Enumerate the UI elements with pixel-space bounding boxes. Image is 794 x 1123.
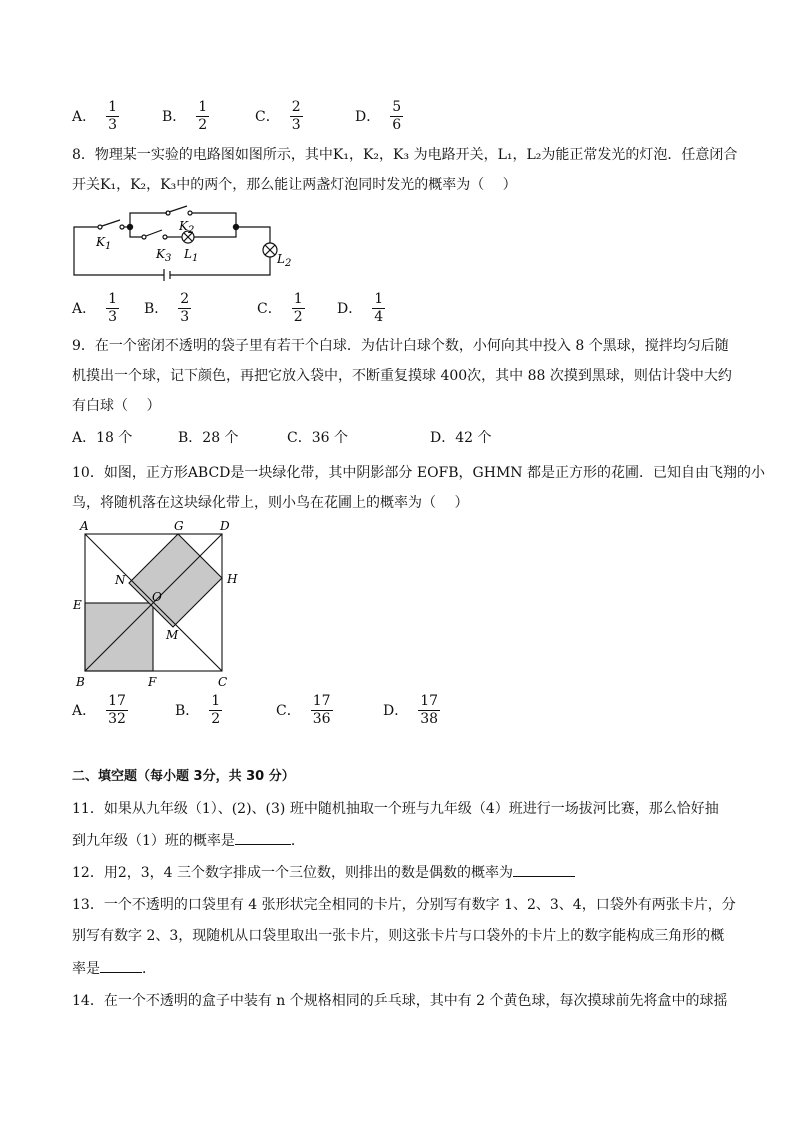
k3-label: $K_3$	[156, 247, 172, 264]
q13-stem-line-3: 率是 ．	[72, 958, 156, 979]
q10-option-d[interactable]: D． $\frac{17}{38}$	[383, 692, 439, 727]
q10-stem-line-1: 10．如图，正方形ABCD是一块绿化带，其中阴影部分 EOFB，GHMN 都是正方形的花圃．已知自由飞翔的小	[72, 465, 765, 481]
q7-option-b[interactable]: B． $\frac{1}{2}$	[162, 98, 208, 133]
q13-stem-line-1: 13．一个不透明的口袋里有 4 张形状完全相同的卡片，分别写有数字 1、2、3、4，口袋外有两张卡片，分	[72, 897, 736, 913]
label-a: A	[80, 519, 89, 533]
k1-label: $K_1$	[96, 235, 112, 252]
q9-option-b[interactable]: B．28 个	[178, 430, 239, 446]
circuit-diagram	[72, 205, 312, 283]
q8-stem-line-2: 开关K₁，K₂，K₃中的两个，那么能让两盏灯泡同时发光的概率为（ ）	[72, 177, 517, 193]
l2-label: $L_2$	[277, 252, 292, 269]
fraction: $\frac{1}{2}$	[211, 692, 221, 727]
answer-blank[interactable]	[235, 830, 291, 845]
q10-option-b[interactable]: B． $\frac{1}{2}$	[175, 692, 221, 727]
label-c: C	[218, 675, 228, 688]
fraction: $\frac{2}{3}$	[291, 98, 301, 133]
fraction: $\frac{1}{4}$	[374, 290, 384, 325]
label-m: M	[166, 628, 179, 642]
fraction: $\frac{17}{36}$	[312, 692, 331, 727]
q7-option-a[interactable]: A． $\frac{1}{3}$	[72, 98, 118, 133]
q7-options	[72, 94, 732, 138]
q8-options	[72, 286, 732, 330]
fraction: $\frac{1}{2}$	[198, 98, 208, 133]
label-h: H	[227, 572, 238, 586]
label-d: D	[220, 519, 230, 533]
label-b: B	[76, 675, 85, 688]
label-o: O	[152, 590, 162, 604]
q11-stem-line-1: 11．如果从九年级（1）、(2)、(3) 班中随机抽取一个班与九年级（4）班进行一场拔河比赛，那么恰好抽	[72, 801, 719, 817]
square-figure	[72, 516, 247, 688]
q9-stem-line-1: 9．在一个密闭不透明的袋子里有若干个白球．为估计白球个数，小何向其中投入 8 个黑球，搅拌均匀后随	[72, 338, 729, 354]
l1-label: $L_1$	[184, 247, 199, 264]
fraction: $\frac{2}{3}$	[180, 290, 190, 325]
section-heading: 二、填空题（每小题 3分，共 30 分）	[72, 769, 295, 784]
label-f: F	[148, 675, 157, 688]
q10-option-a[interactable]: A． $\frac{17}{32}$	[72, 692, 126, 727]
q8-option-b[interactable]: B． $\frac{2}{3}$	[144, 290, 190, 325]
q10-stem-line-2: 鸟，将随机落在这块绿化带上，则小鸟在花圃上的概率为（ ）	[72, 495, 469, 511]
q8-option-a[interactable]: A． $\frac{1}{3}$	[72, 290, 118, 325]
q8-option-c[interactable]: C． $\frac{1}{2}$	[257, 290, 303, 325]
fraction: $\frac{17}{32}$	[108, 692, 126, 727]
q11-stem-line-2: 到九年级（1）班的概率是 ．	[72, 830, 305, 851]
q9-option-a[interactable]: A．18 个	[72, 430, 133, 446]
label-g: G	[174, 519, 184, 533]
q12-stem: 12．用2，3，4 三个数字排成一个三位数，则排出的数是偶数的概率为	[72, 862, 575, 883]
fraction: $\frac{17}{38}$	[420, 692, 439, 727]
q9-stem-line-3: 有白球（ ）	[72, 398, 161, 414]
label-n: N	[115, 573, 126, 587]
q10-options	[72, 688, 732, 732]
answer-blank[interactable]	[513, 862, 575, 877]
q14-stem-line-1: 14．在一个不透明的盒子中装有 n 个规格相同的乒乓球，其中有 2 个黄色球，每次摸球前先将盒中的球摇	[72, 993, 728, 1009]
q8-option-d[interactable]: D． $\frac{1}{4}$	[337, 290, 384, 325]
q9-option-c[interactable]: C．36 个	[287, 430, 348, 446]
answer-blank[interactable]	[100, 958, 142, 973]
q10-option-c[interactable]: C． $\frac{17}{36}$	[276, 692, 331, 727]
fraction: $\frac{1}{3}$	[108, 290, 118, 325]
fraction: $\frac{1}{3}$	[108, 98, 118, 133]
fraction: $\frac{5}{6}$	[392, 98, 402, 133]
q7-option-c[interactable]: C． $\frac{2}{3}$	[255, 98, 301, 133]
q9-option-d[interactable]: D．42 个	[430, 430, 492, 446]
q9-stem-line-2: 机摸出一个球，记下颜色，再把它放入袋中，不断重复摸球 400次，其中 88 次摸到黑球，则估计袋中大约	[72, 368, 732, 384]
q7-option-d[interactable]: D． $\frac{5}{6}$	[355, 98, 402, 133]
fraction: $\frac{1}{2}$	[293, 290, 303, 325]
label-e: E	[73, 598, 82, 612]
k2-label: $K_2$	[179, 219, 195, 236]
q8-stem-line-1: 8．物理某一实验的电路图如图所示，其中K₁，K₂，K₃ 为电路开关，L₁，L₂为能正常发光的灯泡．任意闭合	[72, 147, 738, 163]
q13-stem-line-2: 别写有数字 2、3，现随机从口袋里取出一张卡片，则这张卡片与口袋外的卡片上的数字能构成三角形的概	[72, 928, 725, 944]
